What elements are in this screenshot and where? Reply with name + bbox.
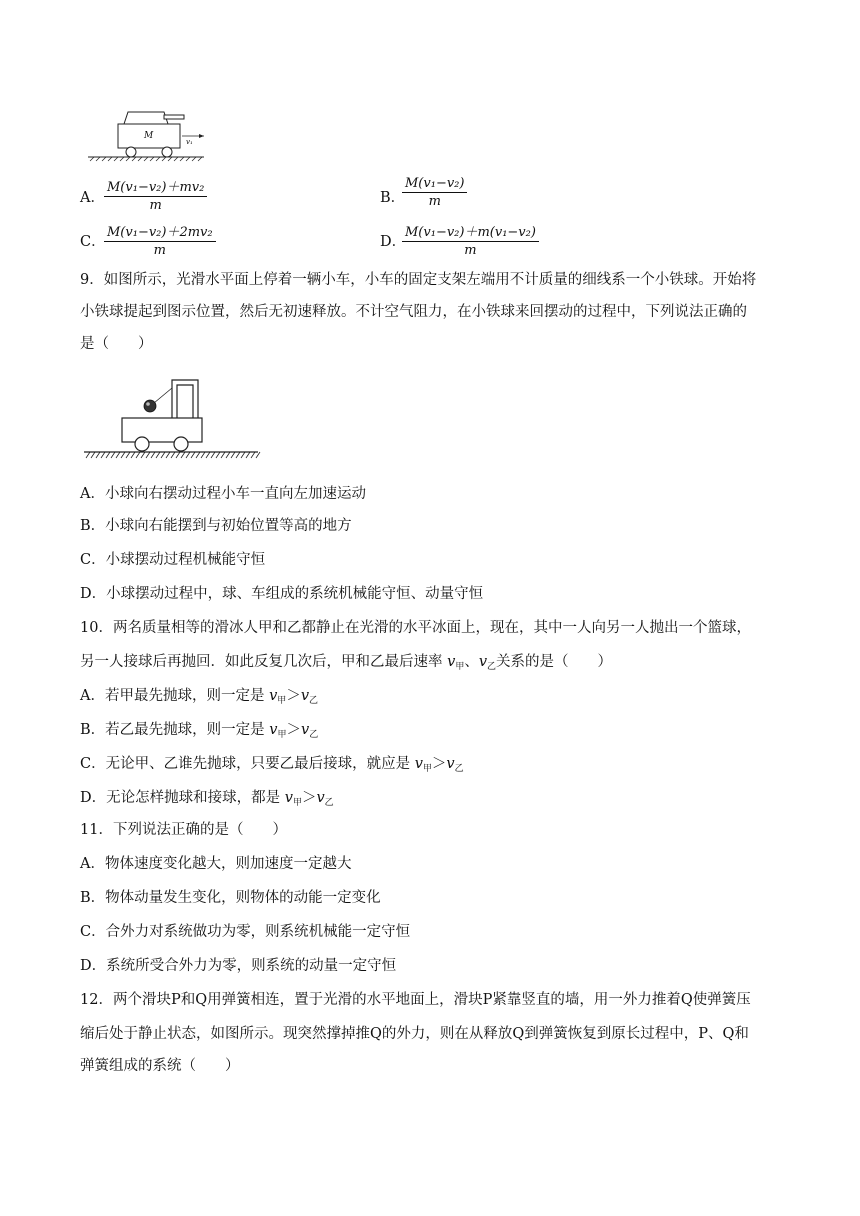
q8-option-d-label: D． (380, 234, 407, 250)
q11-option-a: A．物体速度变化越大，则加速度一定越大 (80, 856, 352, 872)
q11-option-c: C．合外力对系统做功为零，则系统机械能一定守恒 (80, 924, 411, 940)
q8-option-a-label: A． (80, 190, 105, 206)
q8-option-b-formula: $\frac{\text{M(v₁−v₂)}}{m}$ (402, 176, 467, 209)
q11-option-d: D．系统所受合外力为零，则系统的动量一定守恒 (80, 958, 397, 974)
q12-stem-line-3: 弹簧组成的系统（ ） (80, 1058, 240, 1074)
q10-option-c: C．无论甲、乙谁先抛球，只要乙最后接球，就应是 $v_甲>v_乙$ (80, 756, 464, 774)
q8-option-c-label: C． (80, 234, 106, 250)
q10-stem-line-1: 10．两名质量相等的滑冰人甲和乙都静止在光滑的水平冰面上，现在，其中一人向另一人抛出一个篮球， (80, 620, 751, 636)
q9-stem-line-2: 小铁球提起到图示位置，然后无初速释放。不计空气阻力，在小铁球来回摆动的过程中，下列说法正确的 (80, 304, 747, 320)
q9-option-a: A．小球向右摆动过程小车一直向左加速运动 (80, 486, 366, 502)
q9-stem-line-1: 9．如图所示，光滑水平面上停着一辆小车，小车的固定支架左端用不计质量的细线系一个小铁球。开始将 (80, 272, 757, 288)
q12-stem-line-1: 12．两个滑块P和Q用弹簧相连，置于光滑的水平地面上，滑块P紧靠竖直的墙，用一外力推着Q使弹簧压 (80, 992, 751, 1008)
cart-pendulum-figure (80, 376, 262, 462)
q10-option-d: D．无论怎样抛球和接球，都是 $v_甲>v_乙$ (80, 790, 334, 808)
q10-stem-line-2: 另一人接球后再抛回．如此反复几次后，甲和乙最后速率 $v_甲$、$v_乙$关系的是（ ） (80, 654, 613, 672)
q9-option-b: B．小球向右能摆到与初始位置等高的地方 (80, 518, 352, 534)
q12-stem-line-2: 缩后处于静止状态，如图所示。现突然撑掉推Q的外力，则在从释放Q到弹簧恢复到原长过程中，P、Q和 (80, 1026, 749, 1042)
q11-option-b: B．物体动量发生变化，则物体的动能一定变化 (80, 890, 381, 906)
q8-option-b-label: B． (380, 190, 406, 206)
tank-mass-label: M (144, 131, 154, 141)
q9-option-c: C．小球摆动过程机械能守恒 (80, 552, 266, 568)
q8-option-c-formula: $\frac{\text{M(v₁−v₂)＋2mv₂}}{m}$ (104, 221, 216, 258)
q8-option-a-formula: $\frac{\text{M(v₁−v₂)＋mv₂}}{m}$ (104, 176, 207, 213)
q9-option-d: D．小球摆动过程中，球、车组成的系统机械能守恒、动量守恒 (80, 586, 484, 602)
tank-velocity-label: v₁ (186, 138, 193, 146)
q8-option-d-formula: $\frac{\text{M(v₁−v₂)＋m(v₁−v₂)}}{m}$ (402, 221, 539, 258)
q10-option-a: A．若甲最先抛球，则一定是 $v_甲>v_乙$ (80, 688, 319, 706)
q9-stem-line-3: 是（ ） (80, 336, 153, 352)
q10-option-b: B．若乙最先抛球，则一定是 $v_甲>v_乙$ (80, 722, 319, 740)
q11-stem: 11．下列说法正确的是（ ） (80, 822, 287, 838)
